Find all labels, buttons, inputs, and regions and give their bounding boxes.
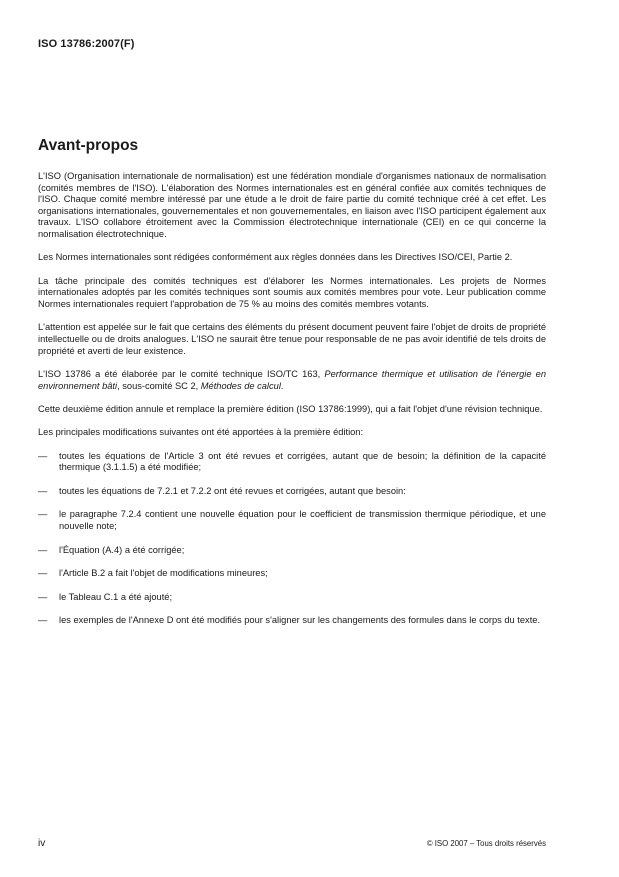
text-segment: . [280, 380, 284, 391]
list-item [38, 509, 546, 532]
paragraph-iso-organization: L'ISO (Organisation internationale de normalisation) est une fédération mondiale d'organismes nationaux de normalisation (comités membres de l'ISO). L'élaboration des Normes internationales est en général confiée aux comités techniques de l'ISO. Chaque comité membre intéressé par une étude a le droit de faire partie du comité technique créé à cet effet. Les organisations internationales, gouvernementales et non gouvernementales, en liaison avec l'ISO participent également aux travaux. L'ISO collabore étroitement avec la Commission électrotechnique internationale (CEI) en ce qui concerne la normalisation électrotechnique. [38, 171, 546, 239]
page-number: iv [38, 838, 46, 849]
paragraph-prepared-by [38, 369, 546, 392]
list-item-text: toutes les équations de 7.2.1 et 7.2.2 ont été revues et corrigées, autant que besoin: [59, 485, 406, 496]
list-item-text: les exemples de l'Annexe D ont été modifiés pour s'aligner sur les changements des formules dans le corps du texte. [59, 615, 541, 626]
dash-bullet: — [38, 485, 48, 496]
list-item [38, 615, 546, 627]
changes-list [38, 451, 546, 627]
list-item [38, 592, 546, 604]
list-item-text: le Tableau C.1 a été ajouté; [59, 591, 173, 602]
list-item-text: l'Article B.2 a fait l'objet de modifications mineures; [59, 568, 268, 579]
dash-bullet: — [38, 450, 48, 461]
text-segment: , sous-comité SC 2, [117, 380, 201, 391]
dash-bullet: — [38, 591, 48, 602]
committee-title-italic: Performance thermique et utilisation de l'énergie en environnement bâti [38, 368, 547, 391]
dash-bullet: — [38, 615, 48, 626]
paragraph-patent-rights: L'attention est appelée sur le fait que certains des éléments du présent document peuvent faire l'objet de droits de propriété intellectuelle ou de droits analogues. L'ISO ne saurait être tenue pour responsable de ne pas avoir identifié de tels droits de propriété et averti de leur existence. [38, 322, 546, 356]
list-item [38, 545, 546, 557]
list-item-text: toutes les équations de l'Article 3 ont été revues et corrigées, autant que de besoin; la définition de la capacité thermique (3.1.1.5) a été modifiée; [59, 450, 546, 473]
copyright-notice: © ISO 2007 – Tous droits réservés [426, 839, 546, 848]
document-id-header: ISO 13786:2007(F) [38, 38, 135, 50]
dash-bullet: — [38, 509, 48, 520]
list-item-text: le paragraphe 7.2.4 contient une nouvelle équation pour le coefficient de transmission thermique périodique, et une nouvelle note; [59, 509, 546, 532]
list-item-text: l'Équation (A.4) a été corrigée; [59, 544, 185, 555]
paragraph-technical-committees: La tâche principale des comités techniques est d'élaborer les Normes internationales. Les projets de Normes internationales adoptés par les comités techniques sont soumis aux comités membres pour vote. Leur publication comme Normes internationales requiert l'approbation de 75 % au moins des comités membres votants. [38, 275, 546, 309]
subcommittee-title-italic: Méthodes de calcul [200, 380, 281, 391]
paragraph-directives: Les Normes internationales sont rédigées conformément aux règles données dans les Directives ISO/CEI, Partie 2. [38, 252, 513, 263]
list-item [38, 451, 546, 474]
dash-bullet: — [38, 568, 48, 579]
dash-bullet: — [38, 544, 48, 555]
foreword-body [38, 171, 546, 639]
text-segment: L'ISO 13786 a été élaborée par le comité technique ISO/TC 163, [38, 368, 325, 379]
list-item [38, 568, 546, 580]
list-item [38, 486, 546, 498]
paragraph-edition: Cette deuxième édition annule et remplace la première édition (ISO 13786:1999), qui a fait l'objet d'une révision technique. [38, 403, 543, 414]
paragraph-changes-intro: Les principales modifications suivantes ont été apportées à la première édition: [38, 427, 364, 438]
section-title: Avant-propos [38, 137, 139, 154]
